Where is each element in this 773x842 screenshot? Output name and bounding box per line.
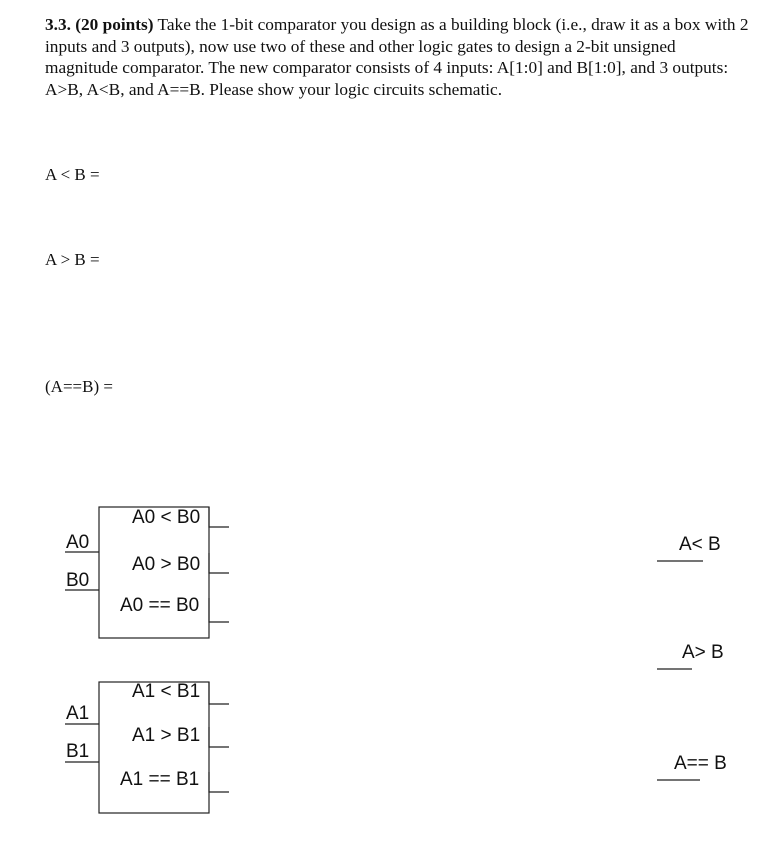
question-points: (20 points) bbox=[75, 15, 154, 34]
output-a-equal-b: A== B bbox=[674, 753, 727, 774]
block-1-out-gt: A1 > B1 bbox=[132, 725, 201, 746]
block-1-input-b: B1 bbox=[66, 741, 90, 762]
equation-a-less-b: A < B = bbox=[45, 165, 100, 184]
block-1-input-a: A1 bbox=[66, 703, 90, 724]
question-number: 3.3. bbox=[45, 15, 71, 34]
question-body: Take the 1-bit comparator you design as a building block (i.e., draw it as a box with 2 inputs and 3 outputs), now use two of these and other logic gates to design a 2-bit unsigned magnitude comparator. The new comparator consists of 4 inputs: A[1:0] and B[1:0], and 3 outputs: A>B, A<B, and A==B. Please show your logic circuits schematic. bbox=[45, 15, 749, 99]
block-0-out-lt: A0 < B0 bbox=[132, 507, 201, 528]
output-a-greater-b: A> B bbox=[682, 642, 724, 663]
block-1-out-gt-wire bbox=[209, 727, 229, 747]
equation-a-greater-b: A > B = bbox=[45, 250, 100, 269]
block-0-out-eq-wire bbox=[209, 598, 229, 622]
block-1-out-lt-wire bbox=[209, 682, 229, 704]
block-0-out-gt-wire bbox=[209, 553, 229, 573]
block-0-out-eq: A0 == B0 bbox=[120, 595, 200, 616]
block-0-out-lt-wire bbox=[209, 507, 229, 527]
block-1-out-eq-wire bbox=[209, 772, 229, 792]
block-0-out-gt: A0 > B0 bbox=[132, 554, 201, 575]
equation-a-equal-b: (A==B) = bbox=[45, 377, 113, 396]
block-0-input-b: B0 bbox=[66, 570, 90, 591]
block-0-input-a: A0 bbox=[66, 532, 90, 553]
block-1-out-lt: A1 < B1 bbox=[132, 681, 201, 702]
output-a-less-b: A< B bbox=[679, 534, 721, 555]
final-output-wires bbox=[657, 561, 703, 780]
block-1-out-eq: A1 == B1 bbox=[120, 769, 200, 790]
